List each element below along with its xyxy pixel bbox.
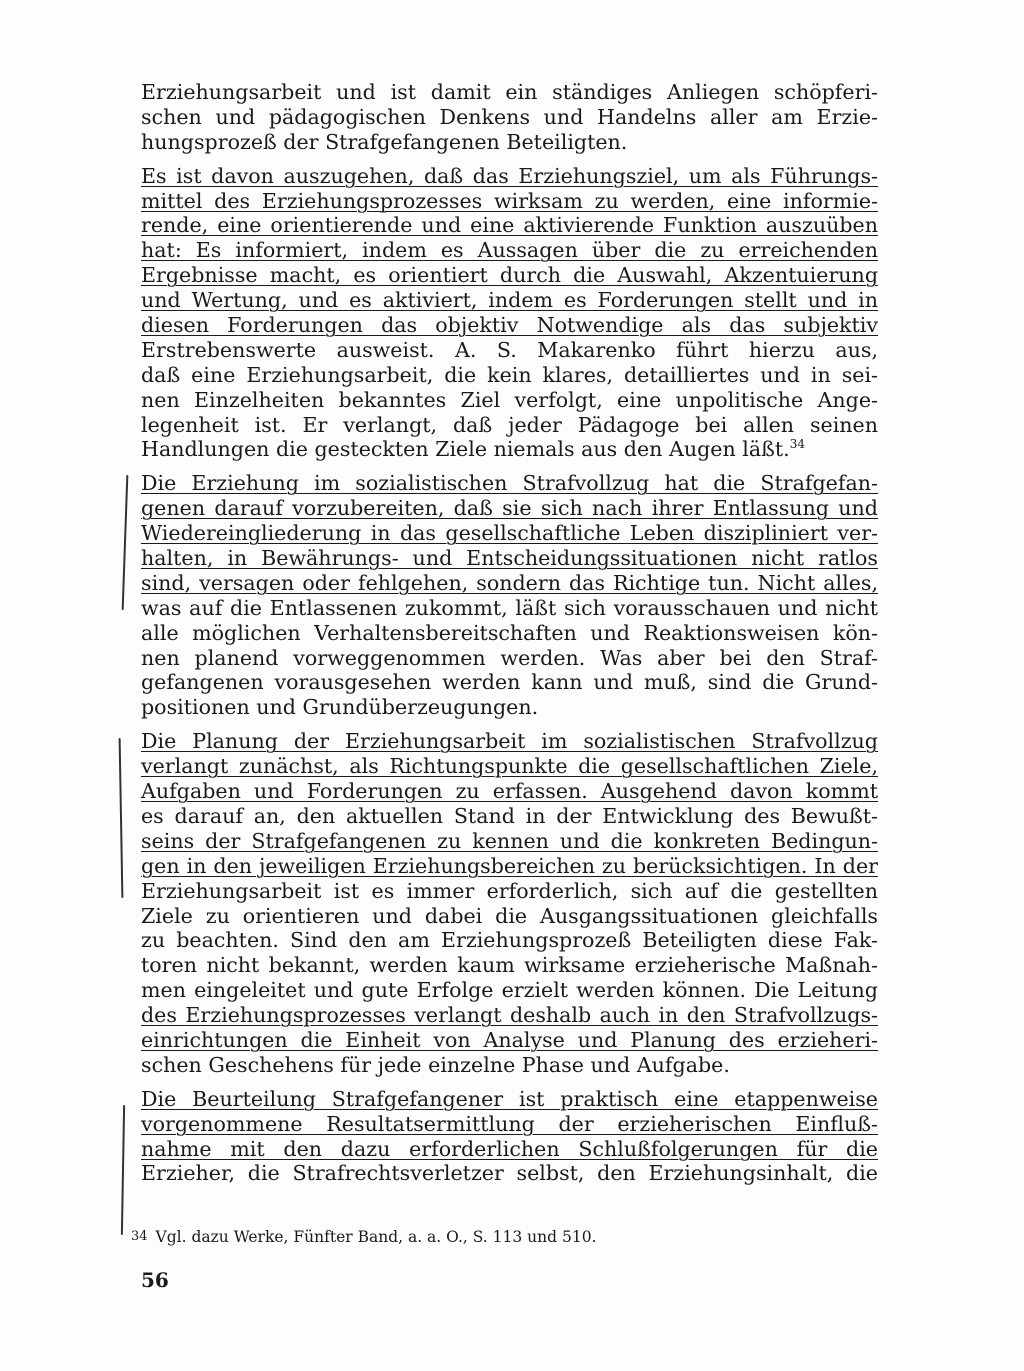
paragraph-4	[141, 729, 878, 1077]
text-line: einrichtungen die Einheit von Analyse und Planung des erzieheri-	[141, 1027, 878, 1052]
text-line: positionen und Grundüberzeugungen.	[141, 695, 539, 720]
footnote-reference: 34	[789, 437, 805, 452]
text-line: des Erziehungsprozesses verlangt deshalb auch in den Strafvollzugs-	[141, 1003, 878, 1028]
text-line: mittel des Erziehungsprozesses wirksam zu werden, eine informie-	[141, 188, 878, 213]
text-column	[141, 80, 878, 1195]
text-line: men eingeleitet und gute Erfolge erzielt werden können. Die Leitung	[141, 978, 878, 1003]
text-line: zu beachten. Sind den am Erziehungsprozeß Beteiligten diese Fak-	[141, 928, 878, 953]
text-line: Es ist davon auszugehen, daß das Erziehungsziel, um als Führungs-	[141, 163, 878, 188]
text-line: Die Erziehung im sozialistischen Strafvollzug hat die Strafgefan-	[141, 471, 878, 496]
paragraph-1	[141, 80, 878, 155]
text-line: Aufgaben und Forderungen zu erfassen. Ausgehend davon kommt	[141, 779, 878, 804]
text-line: seins der Strafgefangenen zu kennen und die konkreten Bedingun-	[141, 828, 878, 853]
text-line: halten, in Bewährungs- und Entscheidungssituationen nicht ratlos	[141, 546, 878, 571]
text-line: was auf die Entlassenen zukommt, läßt sich vorausschauen und nicht	[141, 595, 878, 620]
text-line: es darauf an, den aktuellen Stand in der Entwicklung des Bewußt-	[141, 803, 878, 828]
margin-mark	[119, 738, 124, 898]
text-line: rende, eine orientierende und eine aktivierende Funktion auszuüben	[141, 213, 878, 238]
page-number: 56	[141, 1268, 169, 1292]
text-line: und Wertung, und es aktiviert, indem es Forderungen stellt und in	[141, 288, 878, 313]
text-line: nahme mit den dazu erforderlichen Schlußfolgerungen für die	[141, 1136, 878, 1161]
text-line: Erziehungsarbeit und ist damit ein ständiges Anliegen schöpferi-	[141, 80, 878, 104]
text-line: Wiedereingliederung in das gesellschaftliche Leben diszipliniert ver-	[141, 521, 878, 546]
text-line: gen in den jeweiligen Erziehungsbereichen zu berücksichtigen. In der	[141, 853, 878, 878]
text-line: schen Geschehens für jede einzelne Phase und Aufgabe.	[141, 1052, 730, 1077]
text-line: hungsprozeß der Strafgefangenen Beteiligten.	[141, 129, 628, 154]
margin-mark	[122, 475, 129, 610]
text-line: diesen Forderungen das objektiv Notwendige als das subjektiv	[141, 313, 878, 338]
footnote-number: 34	[131, 1229, 148, 1244]
text-line: daß eine Erziehungsarbeit, die kein klares, detailliertes und in sei-	[141, 362, 878, 387]
text-line: gefangenen vorausgesehen werden kann und muß, sind die Grund-	[141, 670, 878, 695]
text-line-content: Handlungen die gesteckten Ziele niemals aus den Augen läßt.	[141, 437, 790, 462]
text-line: alle möglichen Verhaltensbereitschaften und Reaktionsweisen kön-	[141, 620, 878, 645]
text-line: nen Einzelheiten bekanntes Ziel verfolgt, eine unpolitische Ange-	[141, 387, 878, 412]
footnote	[131, 1227, 891, 1247]
text-line: Die Beurteilung Strafgefangener ist praktisch eine etappenweise	[141, 1086, 878, 1111]
text-line: toren nicht bekannt, werden kaum wirksame erzieherische Maßnah-	[141, 953, 878, 978]
paragraph-5	[141, 1087, 878, 1187]
text-line: legenheit ist. Er verlangt, daß jeder Pädagoge bei allen seinen	[141, 412, 878, 437]
text-line: Ziele zu orientieren und dabei die Ausgangssituationen gleichfalls	[141, 903, 878, 928]
text-line: nen planend vorweggenommen werden. Was aber bei den Straf-	[141, 645, 878, 670]
text-line: Ergebnisse macht, es orientiert durch die Auswahl, Akzentuierung	[141, 263, 878, 288]
text-line: Erziehungsarbeit ist es immer erforderlich, sich auf die gestellten	[141, 878, 878, 903]
text-line: sind, versagen oder fehlgehen, sondern das Richtige tun. Nicht alles,	[141, 570, 878, 595]
paragraph-2	[141, 164, 878, 463]
text-line: verlangt zunächst, als Richtungspunkte die gesellschaftlichen Ziele,	[141, 754, 878, 779]
text-line: vorgenommene Resultatsermittlung der erzieherischen Einfluß-	[141, 1111, 878, 1136]
text-line: Erzieher, die Strafrechtsverletzer selbst, den Erziehungsinhalt, die	[141, 1161, 878, 1186]
paragraph-3	[141, 471, 878, 720]
text-line: Erstrebenswerte ausweist. A. S. Makarenko führt hierzu aus,	[141, 337, 878, 362]
margin-mark	[121, 1105, 125, 1235]
text-line	[141, 437, 878, 462]
text-line: hat: Es informiert, indem es Aussagen über die zu erreichenden	[141, 238, 878, 263]
footnote-text: Vgl. dazu Werke, Fünfter Band, a. a. O., S. 113 und 510.	[155, 1228, 597, 1246]
text-line: genen darauf vorzubereiten, daß sie sich nach ihrer Entlassung und	[141, 496, 878, 521]
text-line: schen und pädagogischen Denkens und Handelns aller am Erzie-	[141, 104, 878, 129]
text-line: Die Planung der Erziehungsarbeit im sozialistischen Strafvollzug	[141, 729, 878, 754]
